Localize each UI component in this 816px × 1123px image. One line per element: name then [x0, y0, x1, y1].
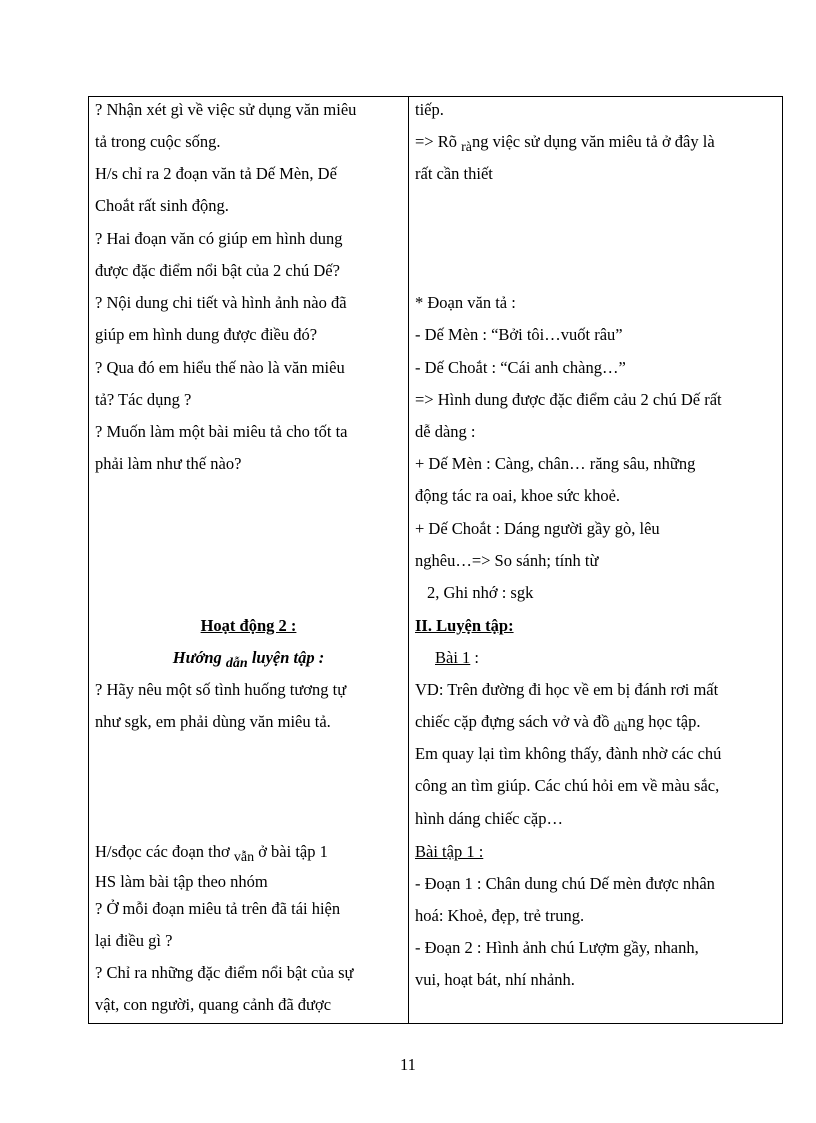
right-line: Em quay lại tìm không thấy, đành nhờ các chú	[415, 744, 722, 763]
left-line: ? Ở mỗi đoạn miêu tả trên đã tái hiện	[95, 899, 341, 918]
left-line: H/s chỉ ra 2 đoạn văn tả Dế Mèn, Dế	[95, 164, 337, 183]
right-line	[415, 132, 715, 154]
left-line: như sgk, em phải dùng văn miêu tả.	[95, 712, 331, 731]
right-line: vui, hoạt bát, nhí nhảnh.	[415, 970, 575, 989]
subheading-part: dẫn	[225, 656, 248, 671]
right-line: động tác ra oai, khoe sức khoẻ.	[415, 486, 621, 505]
right-line: + Dế Mèn : Càng, chân… răng sâu, những	[415, 454, 696, 473]
activity-2-heading: Hoạt động 2 :	[200, 616, 297, 635]
right-line: rất cần thiết	[415, 164, 493, 183]
text-part: chiếc cặp đựng sách vở và đồ	[415, 712, 614, 731]
left-line	[95, 842, 328, 864]
right-line	[435, 648, 479, 668]
left-line: tả trong cuộc sống.	[95, 132, 221, 151]
left-line: vật, con người, quang cảnh đã được	[95, 995, 332, 1014]
left-line: phải làm như thế nào?	[95, 454, 242, 473]
right-line: - Dế Choắt : “Cái anh chàng…”	[415, 358, 626, 377]
text-part: Bài 1	[435, 648, 471, 667]
page-number: 11	[400, 1055, 416, 1074]
text-part: :	[470, 648, 480, 667]
subheading-part: Hướng	[172, 648, 226, 667]
subheading-part: luyện tập :	[247, 648, 325, 667]
section-heading: Bài tập 1 :	[415, 842, 484, 861]
left-line: ? Hai đoạn văn có giúp em hình dung	[95, 229, 343, 248]
right-line: * Đoạn văn tả :	[415, 293, 516, 312]
left-line: ? Qua đó em hiểu thế nào là văn miêu	[95, 358, 345, 377]
right-line: VD: Trên đường đi học về em bị đánh rơi mất	[415, 680, 719, 699]
right-line: - Đoạn 2 : Hình ảnh chú Lượm gầy, nhanh,	[415, 938, 699, 957]
left-line: được đặc điểm nổi bật của 2 chú Dế?	[95, 261, 340, 280]
right-line: dễ dàng :	[415, 422, 476, 441]
text-part: H/sđọc các đoạn thơ	[95, 842, 234, 861]
right-line: hoá: Khoẻ, đẹp, trẻ trung.	[415, 906, 585, 925]
right-line: - Dế Mèn : “Bởi tôi…vuốt râu”	[415, 325, 623, 344]
left-line: lại điều gì ?	[95, 931, 173, 950]
activity-2-subheading	[89, 648, 408, 670]
left-line: ? Muốn làm một bài miêu tả cho tốt ta	[95, 422, 348, 441]
right-line: tiếp.	[415, 100, 444, 119]
left-line: HS làm bài tập theo nhóm	[95, 872, 268, 891]
right-line: => Hình dung được đặc điểm cảu 2 chú Dế rất	[415, 390, 722, 409]
lesson-table	[88, 96, 783, 1024]
left-line: ? Chỉ ra những đặc điểm nổi bật của sự	[95, 963, 354, 982]
text-part: ng việc sử dụng văn miêu tả ở đây là	[472, 132, 715, 151]
right-line	[415, 712, 701, 734]
right-line: nghêu…=> So sánh; tính từ	[415, 551, 599, 570]
text-part: ở bài tập 1	[254, 842, 328, 861]
text-part: dù	[613, 720, 628, 735]
left-line: tả? Tác dụng ?	[95, 390, 192, 409]
left-line: ? Nội dung chi tiết và hình ảnh nào đã	[95, 293, 347, 312]
right-line: + Dế Choắt : Dáng người gầy gò, lêu	[415, 519, 660, 538]
text-part: rà	[461, 140, 473, 155]
text-part: vẫn	[233, 850, 255, 865]
column-divider	[408, 97, 409, 1023]
right-line: 2, Ghi nhớ : sgk	[427, 583, 534, 602]
right-line: hình dáng chiếc cặp…	[415, 809, 563, 828]
text-part: => Rõ	[415, 132, 462, 151]
left-line: ? Hãy nêu một số tình huống tương tự	[95, 680, 347, 699]
left-line: ? Nhận xét gì về việc sử dụng văn miêu	[95, 100, 357, 119]
right-line: - Đoạn 1 : Chân dung chú Dế mèn được nhân	[415, 874, 715, 893]
text-part: ng học tập.	[627, 712, 701, 731]
left-line: Choắt rất sinh động.	[95, 196, 229, 215]
right-line: công an tìm giúp. Các chú hỏi em về màu sắc,	[415, 776, 720, 795]
left-line: giúp em hình dung được điều đó?	[95, 325, 318, 344]
section-heading: II. Luyện tập:	[415, 616, 514, 635]
